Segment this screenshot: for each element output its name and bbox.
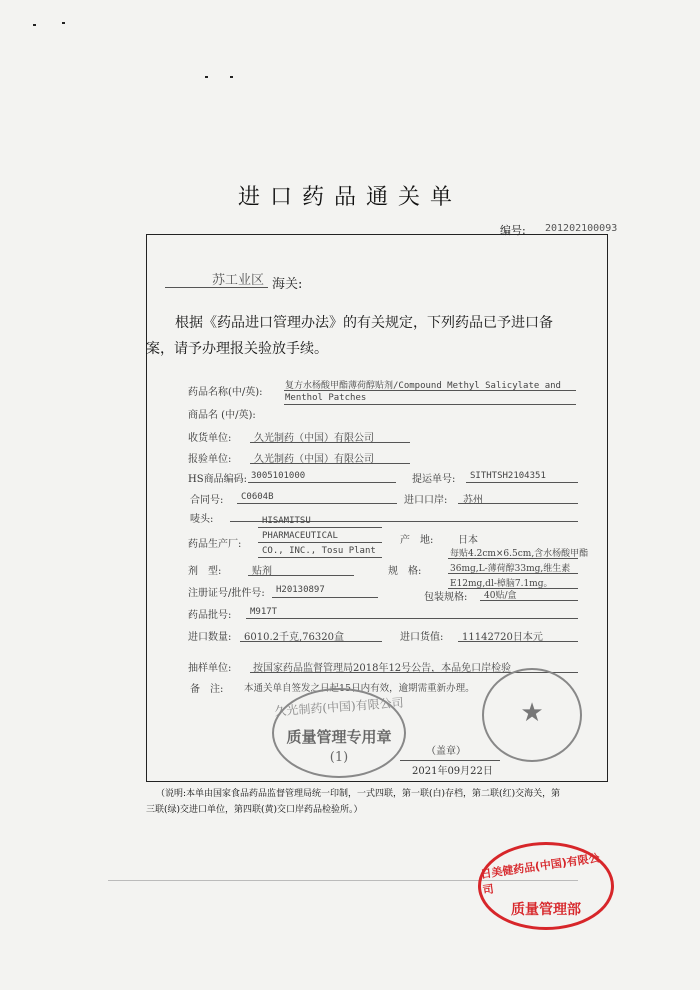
port-value: 苏州: [463, 495, 483, 506]
spec-value-1: 每贴4.2cm×6.5cm,含水杨酸甲酯: [450, 549, 589, 559]
quality-stamp-number: (1): [329, 750, 349, 765]
marks-label: 唛头:: [190, 514, 214, 525]
remarks-label: 备 注:: [190, 684, 224, 695]
star-icon: ★: [520, 698, 544, 728]
batch-value: M917T: [250, 607, 278, 617]
customs-underline: [165, 287, 268, 288]
manufacturer-underline-1: [258, 527, 382, 528]
hs-code-value: 3005101000: [251, 471, 306, 481]
spec-label: 规 格:: [388, 566, 422, 577]
dosage-value: 贴剂: [252, 566, 272, 577]
manufacturer-label: 药品生产厂:: [188, 539, 242, 550]
contract-value: C0604B: [241, 492, 274, 502]
red-company-stamp: [478, 842, 614, 930]
drug-name-value-1: 复方水杨酸甲酯薄荷醇贴剂/Compound Methyl Salicylate and: [285, 381, 561, 391]
quality-stamp-seal: [272, 688, 406, 778]
customs-official-seal: [482, 668, 582, 762]
serial-number: 201202100093: [545, 223, 618, 234]
scan-speck: [205, 76, 208, 78]
hs-code-label: HS商品编码:: [188, 474, 247, 485]
contract-underline: [237, 503, 397, 504]
manufacturer-value-2: PHARMACEUTICAL: [262, 531, 338, 541]
drug-name-value-2: Menthol Patches: [285, 393, 367, 403]
consignee-label: 收货单位:: [188, 433, 232, 444]
bill-underline: [466, 482, 578, 483]
sampling-label: 抽样单位:: [188, 663, 232, 674]
sampling-value: 按国家药品监督管理局2018年12号公告，本品免口岸检验: [253, 663, 512, 674]
spec-value-3: E12mg,dl-樟脑7.1mg。: [450, 579, 553, 589]
spec-underline-2: [448, 573, 578, 574]
amount-underline: [458, 641, 578, 642]
origin-label: 产 地:: [400, 535, 434, 546]
pack-value: 40贴/盒: [484, 591, 517, 601]
issue-date: 2021年09月22日: [412, 766, 493, 777]
port-underline: [458, 503, 578, 504]
hs-code-underline: [248, 482, 396, 483]
quality-stamp-top-text: 久光制药(中国)有限公司: [274, 695, 405, 719]
drug-name-underline-2: [284, 404, 576, 405]
port-label: 进口口岸:: [404, 495, 448, 506]
quantity-value: 6010.2千克,76320盒: [244, 632, 344, 643]
spec-underline-1: [448, 558, 578, 559]
pack-underline: [480, 600, 578, 601]
amount-label: 进口货值:: [400, 632, 444, 643]
serial-label: 编号:: [500, 224, 526, 237]
red-stamp-top-text: 日美健药品(中国)有限公司: [479, 851, 601, 897]
note-line-2: 三联(绿)交进口单位，第四联(黄)交口岸药品检验所。）: [146, 805, 363, 815]
registration-label: 注册证号/批件号:: [188, 588, 265, 599]
amount-value: 11142720日本元: [462, 632, 543, 643]
manufacturer-value-1: HISAMITSU: [262, 516, 311, 526]
inspection-unit-value: 久光制药（中国）有限公司: [254, 454, 374, 465]
drug-name-underline: [284, 390, 576, 391]
quantity-label: 进口数量:: [188, 632, 232, 643]
trade-name-label: 商品名 (中/英):: [188, 410, 256, 421]
document-title: 进口药品通关单: [237, 185, 462, 210]
consignee-underline: [250, 442, 410, 443]
customs-suffix: 海关:: [272, 277, 303, 292]
red-stamp-bottom-text: 质量管理部: [511, 902, 581, 918]
origin-value: 日本: [458, 535, 478, 546]
intro-line-1: 根据《药品进口管理办法》的有关规定，下列药品已予进口备: [175, 315, 553, 331]
batch-label: 药品批号:: [188, 610, 232, 621]
registration-underline: [272, 597, 378, 598]
drug-name-label: 药品名称(中/英):: [188, 387, 263, 398]
seal-label: （盖章）: [426, 746, 466, 757]
bill-value: SITHTSH2104351: [470, 471, 546, 481]
note-line-1: （说明:本单由国家食品药品监督管理局统一印制，一式四联，第一联(白)存档，第二联(红)交海关，第: [156, 789, 561, 799]
registration-value: H20130897: [276, 585, 325, 595]
quality-stamp-bottom-text: 质量管理专用章: [286, 728, 392, 746]
inspection-unit-label: 报验单位:: [188, 454, 232, 465]
intro-line-2: 案，请予办理报关验放手续。: [146, 341, 328, 357]
dosage-underline: [248, 575, 354, 576]
manufacturer-underline-2: [258, 542, 382, 543]
dosage-label: 剂 型:: [188, 566, 222, 577]
spec-value-2: 36mg,L-薄荷醇33mg,维生素: [450, 564, 571, 574]
date-underline: [400, 760, 500, 761]
pack-label: 包装规格:: [424, 592, 468, 603]
inspection-unit-underline: [250, 463, 410, 464]
scan-speck: [62, 22, 65, 24]
manufacturer-value-3: CO., INC., Tosu Plant: [262, 546, 376, 556]
scan-speck: [230, 76, 233, 78]
quantity-underline: [240, 641, 382, 642]
bill-label: 提运单号:: [412, 474, 456, 485]
customs-name: 苏工业区: [212, 273, 265, 288]
consignee-value: 久光制药（中国）有限公司: [254, 433, 374, 444]
contract-label: 合同号:: [190, 495, 224, 506]
remarks-value: 本通关单自签发之日起15日内有效，逾期需重新办理。: [244, 683, 475, 694]
batch-underline: [246, 618, 578, 619]
scan-speck: [33, 24, 36, 26]
manufacturer-underline-3: [258, 557, 382, 558]
